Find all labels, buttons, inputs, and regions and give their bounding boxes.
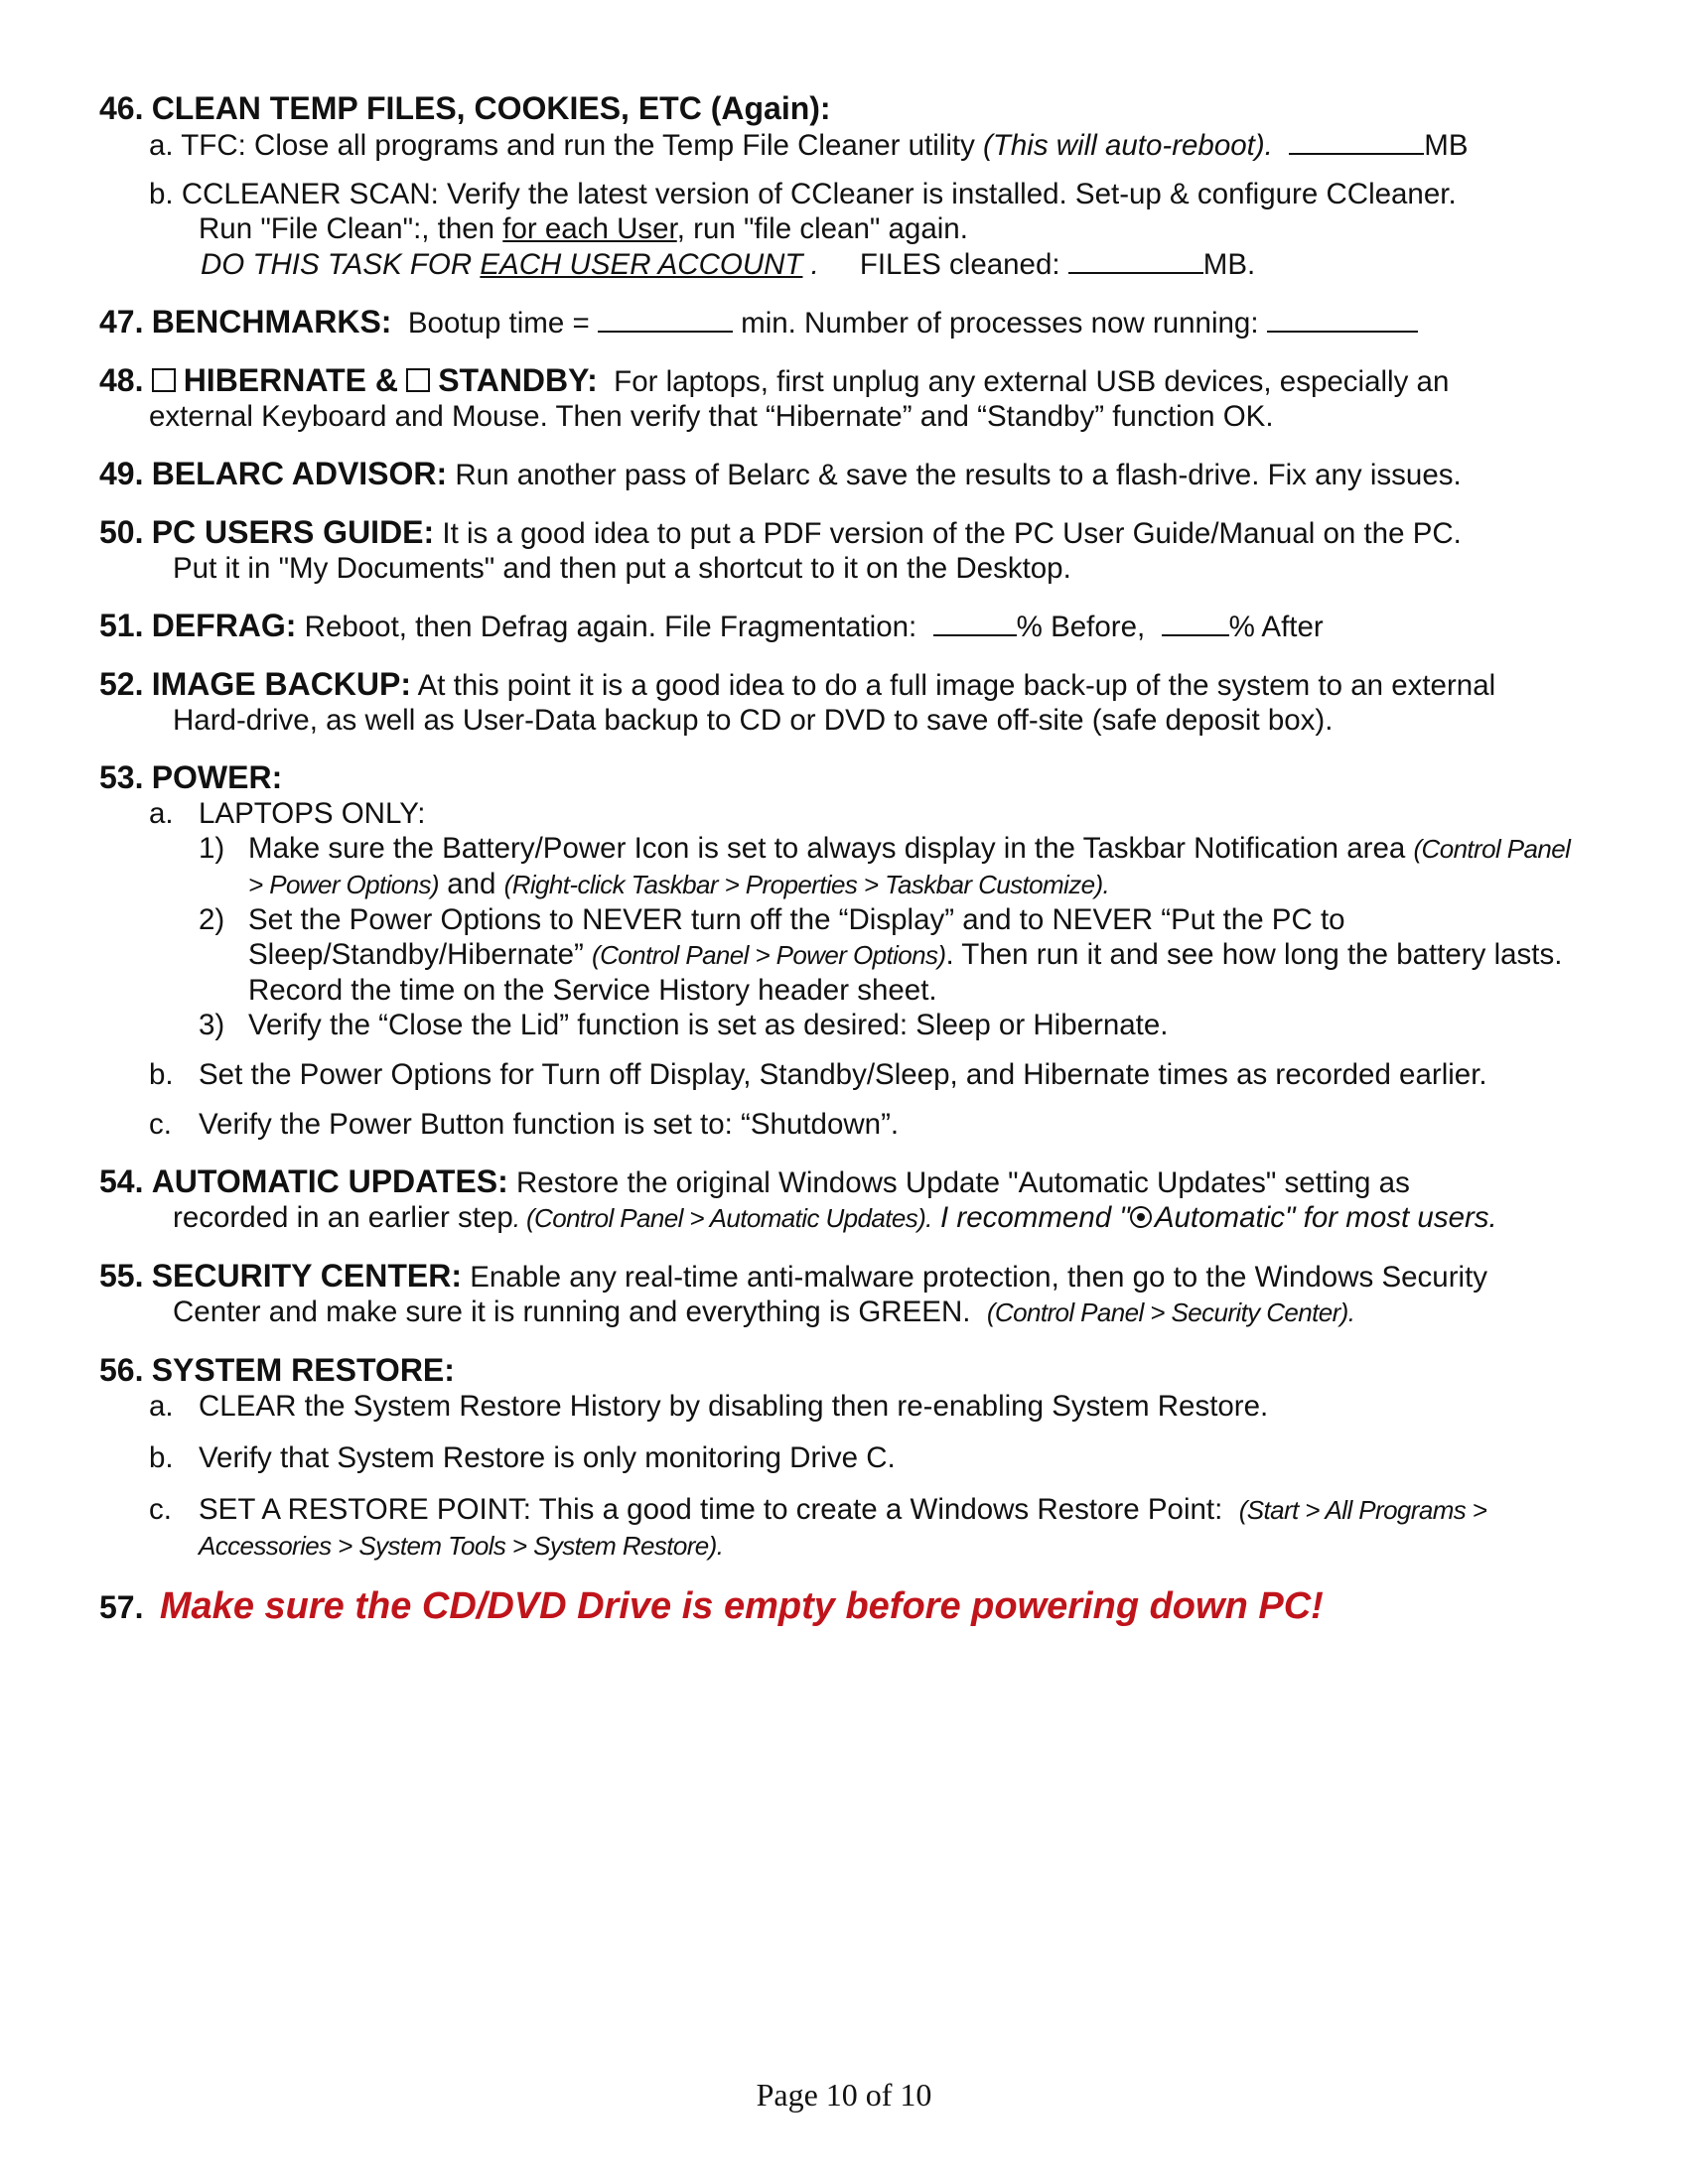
instruction-italic: DO THIS TASK FOR (201, 248, 473, 281)
sub-text: Verify that System Restore is only monitoring Drive C. (199, 1441, 896, 1474)
item-number: 54. (99, 1163, 144, 1199)
step-text: Set the Power Options to NEVER turn off the “Display” and to NEVER “Put the PC to (248, 903, 1345, 936)
warning-text: Make sure the CD/DVD Drive is empty before powering down PC! (159, 1585, 1324, 1627)
note-text: (Control Panel > Power Options) (592, 940, 946, 970)
unit-label: MB (1424, 129, 1469, 162)
sub-text: TFC: Close all programs and run the Temp File Cleaner utility (181, 129, 975, 162)
sub-text: Set the Power Options for Turn off Display, Standby/Sleep, and Hibernate times as recorded earlier. (199, 1058, 1487, 1091)
item-number: 55. (99, 1258, 144, 1294)
item-heading: POWER: (151, 759, 283, 795)
files-cleaned-label: FILES cleaned: (859, 248, 1060, 281)
step-text: . Then run it and see how long the battery (945, 938, 1486, 971)
item-number: 57. (99, 1589, 144, 1625)
item-46 (99, 91, 1589, 282)
sub-marker: b. (149, 1058, 174, 1091)
item-text: Put it in "My Documents" and then put a shortcut to it on the Desktop. (173, 552, 1071, 585)
sub-text: , run "file clean" again. (676, 212, 968, 245)
before-blank[interactable] (933, 609, 1017, 636)
item-number: 56. (99, 1352, 144, 1388)
note-text: (Control Panel > Power Options) (248, 834, 1571, 899)
item-number: 49. (99, 456, 144, 491)
before-label: % Before, (1016, 611, 1146, 643)
item-53a-2 (99, 902, 1589, 1008)
item-text: At this point it is a good idea to do a full image back-up of the system to an external (417, 669, 1496, 702)
item-56a (99, 1389, 1589, 1424)
sub-text: SET A RESTORE POINT: This a good time to create a Windows Restore Point: (199, 1493, 1223, 1526)
item-49 (99, 457, 1589, 492)
sub-text: LAPTOPS ONLY: (199, 797, 426, 830)
item-55 (99, 1259, 1589, 1330)
step-number: 1) (199, 832, 225, 865)
sub-text: Verify the Power Button function is set to: “Shutdown”. (199, 1108, 900, 1141)
item-number: 46. (99, 90, 144, 126)
item-47 (99, 305, 1589, 341)
item-text: Reboot, then Defrag again. File Fragmentation: (304, 611, 917, 643)
item-heading: CLEAN TEMP FILES, COOKIES, ETC (Again): (151, 90, 831, 126)
processes-blank[interactable] (1267, 305, 1418, 333)
after-blank[interactable] (1162, 609, 1229, 636)
item-51 (99, 609, 1589, 644)
item-text: external Keyboard and Mouse. Then verify that “Hibernate” and “Standby” function OK. (149, 400, 1274, 433)
item-heading: PC USERS GUIDE: (151, 514, 435, 550)
files-mb-blank[interactable] (1068, 246, 1203, 274)
item-heading: DEFRAG: (151, 608, 297, 643)
recommend-text: I recommend " (940, 1201, 1130, 1234)
processes-label: min. Number of processes now running: (741, 307, 1259, 340)
item-heading: SECURITY CENTER: (151, 1258, 463, 1294)
sub-text: CLEAR the System Restore History by disabling then re-enabling System Restore. (199, 1390, 1269, 1423)
step-number: 2) (199, 903, 225, 936)
step-text: lasts. Record the time on the Service History header sheet. (248, 938, 1563, 1007)
instruction-end: . (810, 248, 819, 281)
note-text: (Control Panel > Security Center). (986, 1297, 1355, 1327)
step-text: Make sure the Battery/Power Icon is set to always display in the Taskbar Notification area (248, 832, 1406, 865)
item-53c (99, 1107, 1589, 1142)
note-text: . (Control Panel > Automatic Updates). (512, 1203, 932, 1233)
item-57 (99, 1585, 1589, 1627)
item-number: 48. (99, 362, 144, 398)
item-number: 52. (99, 666, 144, 702)
item-53 (99, 760, 1589, 1142)
item-50 (99, 515, 1589, 586)
item-54 (99, 1164, 1589, 1236)
item-53a (99, 796, 1589, 831)
item-number: 47. (99, 304, 144, 340)
item-heading: AUTOMATIC UPDATES: (151, 1163, 508, 1199)
item-text: Restore the original Windows Update "Automatic Updates" setting as (515, 1166, 1410, 1199)
item-56 (99, 1353, 1589, 1564)
step-text: Verify the “Close the Lid” function is set as desired: Sleep or Hibernate. (248, 1009, 1169, 1041)
item-text: Hard-drive, as well as User-Data backup to CD or DVD to save off-site (safe deposit box). (173, 704, 1334, 737)
item-number: 53. (99, 759, 144, 795)
radio-selected-icon (1130, 1206, 1152, 1228)
underlined-italic: EACH USER ACCOUNT (480, 248, 803, 281)
note-text: (Start > All Programs > (1238, 1495, 1487, 1525)
item-53b (99, 1057, 1589, 1092)
item-53a-3 (99, 1008, 1589, 1042)
item-heading: SYSTEM RESTORE: (151, 1352, 455, 1388)
checklist-page (99, 91, 1589, 1626)
item-heading: BELARC ADVISOR: (151, 456, 448, 491)
page-footer: Page 10 of 10 (756, 2077, 932, 2113)
sub-marker: a. (149, 1390, 174, 1423)
recommend-text: Automatic" for most users. (1154, 1201, 1497, 1234)
sub-text: Run "File Clean":, then (199, 212, 495, 245)
checkbox-icon[interactable] (152, 368, 176, 392)
item-46b (99, 177, 1589, 282)
item-53a-1 (99, 831, 1589, 902)
checkbox-icon[interactable] (406, 368, 430, 392)
underlined-text: for each User (502, 212, 677, 245)
item-46a (99, 127, 1589, 163)
step-number: 3) (199, 1009, 225, 1041)
sub-marker: a. (149, 129, 174, 162)
item-text: Center and make sure it is running and everything is GREEN. (173, 1296, 971, 1328)
sub-marker: a. (149, 797, 174, 830)
item-text: recorded in an earlier step (173, 1201, 513, 1234)
tfc-mb-blank[interactable] (1289, 127, 1424, 155)
item-text: For laptops, first unplug any external USB devices, especially an (614, 365, 1450, 398)
item-text: Enable any real-time anti-malware protection, then go to the Windows Security (470, 1261, 1488, 1294)
note-text: (Right-click Taskbar > Properties > Taskbar Customize). (503, 870, 1110, 899)
item-heading: STANDBY: (438, 362, 598, 398)
step-text: and (447, 868, 496, 900)
step-text: Sleep/Standby/Hibernate” (248, 938, 584, 971)
item-heading: IMAGE BACKUP: (151, 666, 412, 702)
item-heading: HIBERNATE & (183, 362, 398, 398)
sub-marker: c. (149, 1493, 172, 1526)
after-label: % After (1228, 611, 1324, 643)
item-48 (99, 363, 1589, 434)
bootup-blank[interactable] (598, 305, 733, 333)
sub-text: CCLEANER SCAN: Verify the latest version of CCleaner is installed. Set-up & configure CCleaner. (181, 178, 1457, 210)
item-number: 50. (99, 514, 144, 550)
item-text: It is a good idea to put a PDF version of the PC User Guide/Manual on the PC. (442, 517, 1462, 550)
item-number: 51. (99, 608, 144, 643)
note-text: (This will auto-reboot). (983, 129, 1273, 162)
item-52 (99, 667, 1589, 738)
item-heading: BENCHMARKS: (151, 304, 392, 340)
unit-label: MB. (1202, 248, 1256, 281)
bootup-label: Bootup time = (407, 307, 590, 340)
sub-marker: b. (149, 178, 174, 210)
item-56b (99, 1440, 1589, 1475)
sub-marker: c. (149, 1108, 172, 1141)
sub-marker: b. (149, 1441, 174, 1474)
item-56c (99, 1492, 1589, 1564)
item-text: Run another pass of Belarc & save the results to a flash-drive. Fix any issues. (455, 459, 1462, 491)
note-text: Accessories > System Tools > System Restore). (199, 1531, 724, 1561)
